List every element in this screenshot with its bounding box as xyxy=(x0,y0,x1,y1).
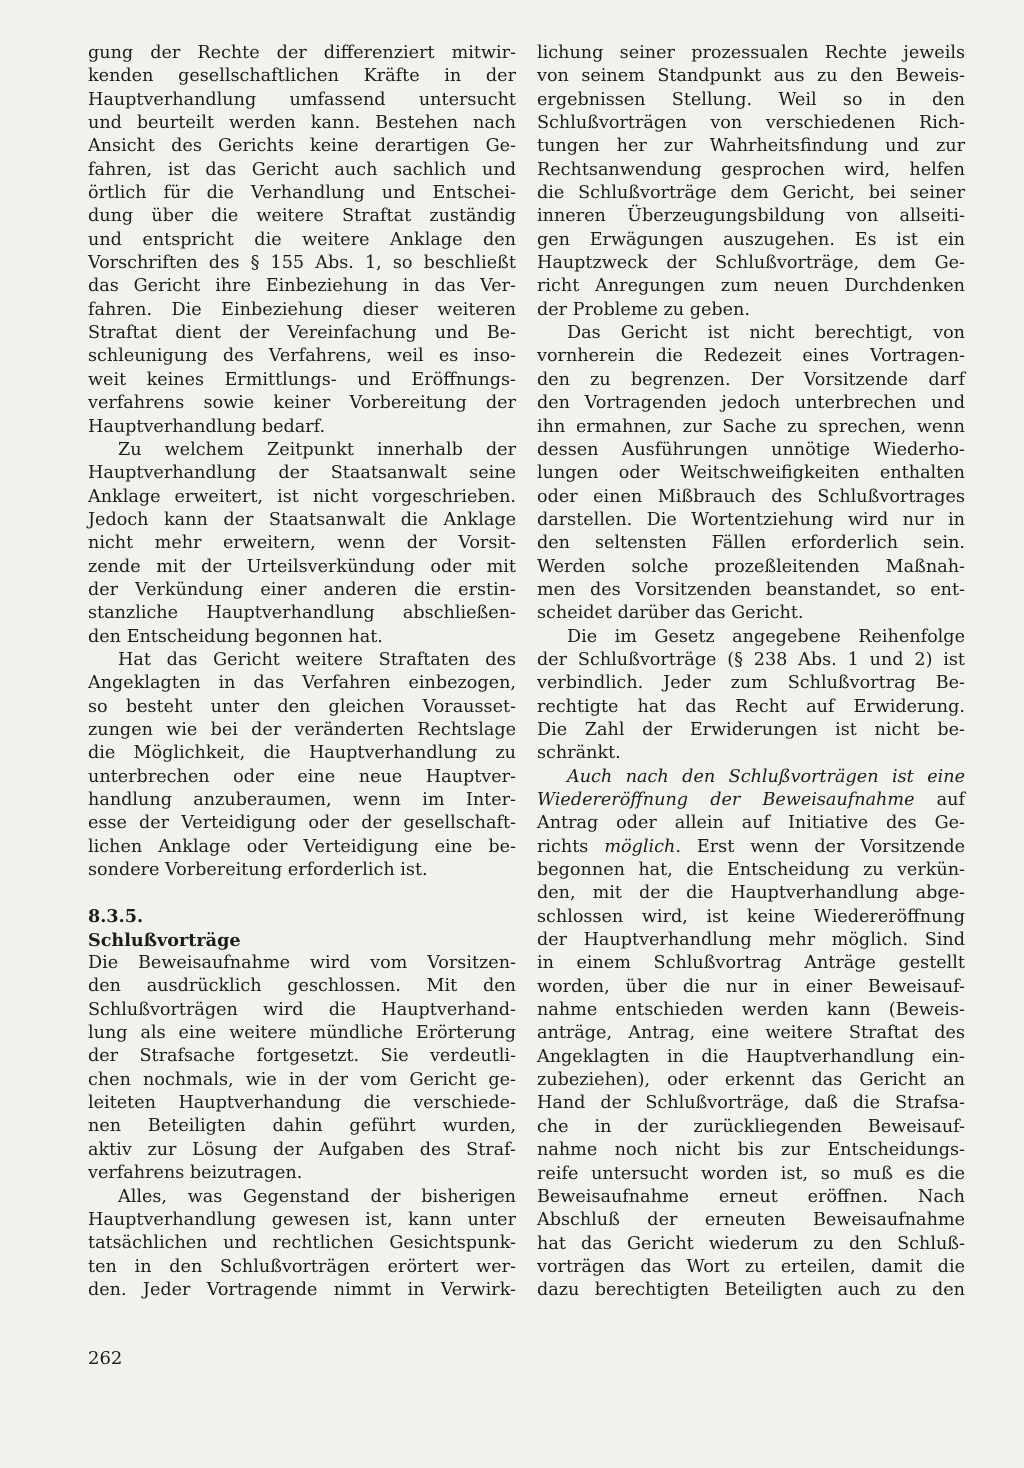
text-line: Angeklagten in das Verfahren einbezogen, xyxy=(88,673,516,694)
text-line: Auch nach den Schlußvorträgen ist eine xyxy=(567,766,965,787)
text-line: Schlußvorträgen wird die Hauptverhand- xyxy=(88,999,516,1020)
text-line: nicht mehr erweitern, wenn der Vorsit- xyxy=(88,533,516,554)
text-line: örtlich für die Verhandlung und Entschei- xyxy=(88,183,516,204)
text-line: Ansicht des Gerichts keine derartigen Ge- xyxy=(88,136,516,157)
text-line: dazu berechtigten Beteiligten auch zu den xyxy=(537,1280,965,1301)
text-line: unterbrechen oder eine neue Hauptver- xyxy=(88,766,516,787)
text-line: so besteht unter den gleichen Vorausset- xyxy=(88,696,516,717)
text-line: stanzliche Hauptverhandlung abschließen- xyxy=(88,603,516,624)
text-line: begonnen hat, die Entscheidung zu verkün- xyxy=(537,860,965,881)
text-line xyxy=(537,836,965,859)
text-line: schleunigung des Verfahrens, weil es inso- xyxy=(88,346,516,367)
text-line: scheidet darüber das Gericht. xyxy=(537,603,804,624)
text-line: ten in den Schlußvorträgen erörtert wer- xyxy=(88,1256,516,1277)
text-line: Vorschriften des § 155 Abs. 1, so beschließt xyxy=(88,253,516,274)
italic-text: möglich xyxy=(604,836,676,857)
text-line: Die Beweisaufnahme wird vom Vorsitzen- xyxy=(88,953,516,974)
text-line: der Strafsache fortgesetzt. Sie verdeutli- xyxy=(88,1046,516,1067)
text-line: nen Beteiligten dahin geführt wurden, xyxy=(88,1116,516,1137)
text-line: tatsächlichen und rechtlichen Gesichtspunk- xyxy=(88,1233,516,1254)
text-line: zubeziehen), oder erkennt das Gericht an xyxy=(537,1070,965,1091)
text-fragment: richts xyxy=(537,836,605,857)
text-line: Alles, was Gegenstand der bisherigen xyxy=(118,1186,516,1207)
text-line: verfahrens sowie keiner Vorbereitung der xyxy=(88,393,516,414)
text-line: verfahrens beizutragen. xyxy=(88,1163,303,1184)
text-line: den Entscheidung begonnen hat. xyxy=(88,626,383,647)
text-line: lichen Anklage oder Verteidigung eine be- xyxy=(88,836,516,857)
text-line: Straftat dient der Vereinfachung und Be- xyxy=(88,323,516,344)
text-line: fahren. Die Einbeziehung dieser weiteren xyxy=(88,299,516,320)
text-line: Schlußvorträgen von verschiedenen Rich- xyxy=(537,113,965,134)
right-text-column xyxy=(537,42,965,1303)
text-line: kenden gesellschaftlichen Kräfte in der xyxy=(88,66,516,87)
text-line: sondere Vorbereitung erforderlich ist. xyxy=(88,860,428,881)
text-line: Zu welchem Zeitpunkt innerhalb der xyxy=(118,439,516,460)
text-line: Hauptverhandlung der Staatsanwalt seine xyxy=(88,463,516,484)
text-line: Hauptzweck der Schlußvorträge, dem Ge- xyxy=(537,253,965,274)
text-line: gen Erwägungen auszugehen. Es ist ein xyxy=(537,229,965,250)
text-line: den Vortragenden jedoch unterbrechen und xyxy=(537,393,965,414)
text-line: schlossen wird, ist keine Wiedereröffnung xyxy=(537,906,965,927)
text-line: Jedoch kann der Staatsanwalt die Anklage xyxy=(88,509,516,530)
text-line: Angeklagten in die Hauptverhandlung ein- xyxy=(537,1046,965,1067)
text-line: rechtigte hat das Recht auf Erwiderung. xyxy=(537,696,965,717)
text-line: Rechtsanwendung gesprochen wird, helfen xyxy=(537,159,965,180)
text-line: zungen wie bei der veränderten Rechtslage xyxy=(88,719,516,740)
text-line: das Gericht ihre Einbeziehung in das Ver- xyxy=(88,276,516,297)
text-line: Hauptverhandlung umfassend untersucht xyxy=(88,89,516,110)
text-line: tungen her zur Wahrheitsfindung und zur xyxy=(537,136,965,157)
text-line: der Schlußvorträge (§ 238 Abs. 1 und 2) ist xyxy=(537,649,965,670)
text-line: und entspricht die weitere Anklage den xyxy=(88,229,516,250)
text-line: Werden solche prozeßleitenden Maßnah- xyxy=(537,556,965,577)
text-line: lichung seiner prozessualen Rechte jeweils xyxy=(537,43,965,63)
text-line: vornherein die Redezeit eines Vortragen- xyxy=(537,346,965,367)
text-line: Die Zahl der Erwiderungen ist nicht be- xyxy=(537,719,965,740)
section-spacer xyxy=(88,882,516,905)
text-line: aktiv zur Lösung der Aufgaben des Straf- xyxy=(88,1139,516,1160)
text-line: und beurteilt werden kann. Bestehen nach xyxy=(88,113,516,134)
section-heading: 8.3.5. xyxy=(88,906,144,928)
text-line: Hauptverhandlung bedarf. xyxy=(88,416,326,437)
text-line: schränkt. xyxy=(537,743,621,764)
text-line: hat das Gericht wiederum zu den Schluß- xyxy=(537,1233,965,1254)
text-line: darstellen. Die Wortentziehung wird nur in xyxy=(537,509,965,530)
section-heading: Schlußvorträge xyxy=(88,929,241,951)
text-line: dessen Ausführungen unnötige Wiederho- xyxy=(537,439,965,460)
text-line: den zu begrenzen. Der Vorsitzende darf xyxy=(537,369,965,390)
text-line: zende mit der Urteilsverkündung oder mit xyxy=(88,556,516,577)
text-line: in einem Schlußvortrag Anträge gestellt xyxy=(537,953,965,974)
left-text-column xyxy=(88,42,516,1302)
text-line: Abschluß der erneuten Beweisaufnahme xyxy=(537,1210,965,1231)
text-line: reife untersucht worden ist, so muß es die xyxy=(537,1163,965,1184)
italic-text: Wiedereröffnung der Beweisaufnahme xyxy=(537,790,915,810)
text-line: richt Anregungen zum neuen Durchdenken xyxy=(537,276,965,297)
text-line: lungen oder Weitschweifigkeiten enthalten xyxy=(537,463,965,484)
text-line: ergebnissen Stellung. Weil so in den xyxy=(537,89,965,110)
text-line: vorträgen das Wort zu erteilen, damit die xyxy=(537,1256,965,1277)
text-line: handlung anzuberaumen, wenn im Inter- xyxy=(88,790,516,810)
text-line: inneren Überzeugungsbildung von allseiti- xyxy=(537,206,965,227)
text-line: der Hauptverhandlung mehr möglich. Sind xyxy=(537,930,965,951)
text-line: men des Vorsitzenden beanstandet, so ent- xyxy=(537,579,965,600)
text-line: Antrag oder allein auf Initiative des Ge- xyxy=(537,813,965,834)
text-line: der Verkündung einer anderen die erstin- xyxy=(88,579,516,600)
text-line: Das Gericht ist nicht berechtigt, von xyxy=(567,323,965,344)
text-line: chen nochmals, wie in der vom Gericht ge- xyxy=(88,1069,516,1090)
text-line: der Probleme zu geben. xyxy=(537,299,750,320)
text-line: den seltensten Fällen erforderlich sein. xyxy=(537,533,965,554)
text-line: Hauptverhandlung gewesen ist, kann unter xyxy=(88,1209,516,1230)
page-number: 262 xyxy=(88,1348,123,1369)
text-line: die Schlußvorträge dem Gericht, bei seiner xyxy=(537,183,965,204)
text-line: Hand der Schlußvorträge, daß die Strafsa- xyxy=(537,1093,965,1114)
text-line: den. Jeder Vortragende nimmt in Verwirk- xyxy=(88,1279,516,1300)
text-line: gung der Rechte der differenziert mitwir- xyxy=(88,43,516,63)
text-line: ihn ermahnen, zur Sache zu sprechen, wenn xyxy=(537,416,965,437)
text-line: anträge, Antrag, eine weitere Straftat des xyxy=(537,1023,965,1044)
text-line: leiteten Hauptverhandung die verschiede- xyxy=(88,1093,516,1114)
text-line: verbindlich. Jeder zum Schlußvortrag Be- xyxy=(537,673,965,694)
text-fragment: auf xyxy=(914,790,965,810)
text-line: Beweisaufnahme erneut eröffnen. Nach xyxy=(537,1186,965,1207)
text-line: dung über die weitere Straftat zuständig xyxy=(88,206,516,227)
text-line: lung als eine weitere mündliche Erörterung xyxy=(88,1023,516,1044)
text-fragment: . Erst wenn der Vorsitzende xyxy=(675,836,965,857)
text-line xyxy=(537,789,965,812)
text-line: nahme noch nicht bis zur Entscheidungs- xyxy=(537,1140,965,1161)
text-line: Die im Gesetz angegebene Reihenfolge xyxy=(567,626,965,647)
text-line: weit keines Ermittlungs- und Eröffnungs- xyxy=(88,369,516,390)
text-line: Hat das Gericht weitere Straftaten des xyxy=(118,649,516,670)
text-line: die Möglichkeit, die Hauptverhandlung zu xyxy=(88,743,516,764)
text-line: den ausdrücklich geschlossen. Mit den xyxy=(88,976,516,997)
text-line: fahren, ist das Gericht auch sachlich und xyxy=(88,159,516,180)
text-line: che in der zurückliegenden Beweisauf- xyxy=(537,1116,965,1137)
text-line: nahme entschieden werden kann (Beweis- xyxy=(537,1000,965,1021)
text-line: von seinem Standpunkt aus zu den Beweis- xyxy=(537,66,965,87)
text-line: worden, über die nur in einer Beweisauf- xyxy=(537,976,965,997)
text-line: esse der Verteidigung oder der gesellschaft- xyxy=(88,813,516,834)
text-line: oder einen Mißbrauch des Schlußvortrages xyxy=(537,486,965,507)
text-line: den, mit der die Hauptverhandlung abge- xyxy=(537,883,965,904)
text-line: Anklage erweitert, ist nicht vorgeschrieben. xyxy=(88,486,516,507)
